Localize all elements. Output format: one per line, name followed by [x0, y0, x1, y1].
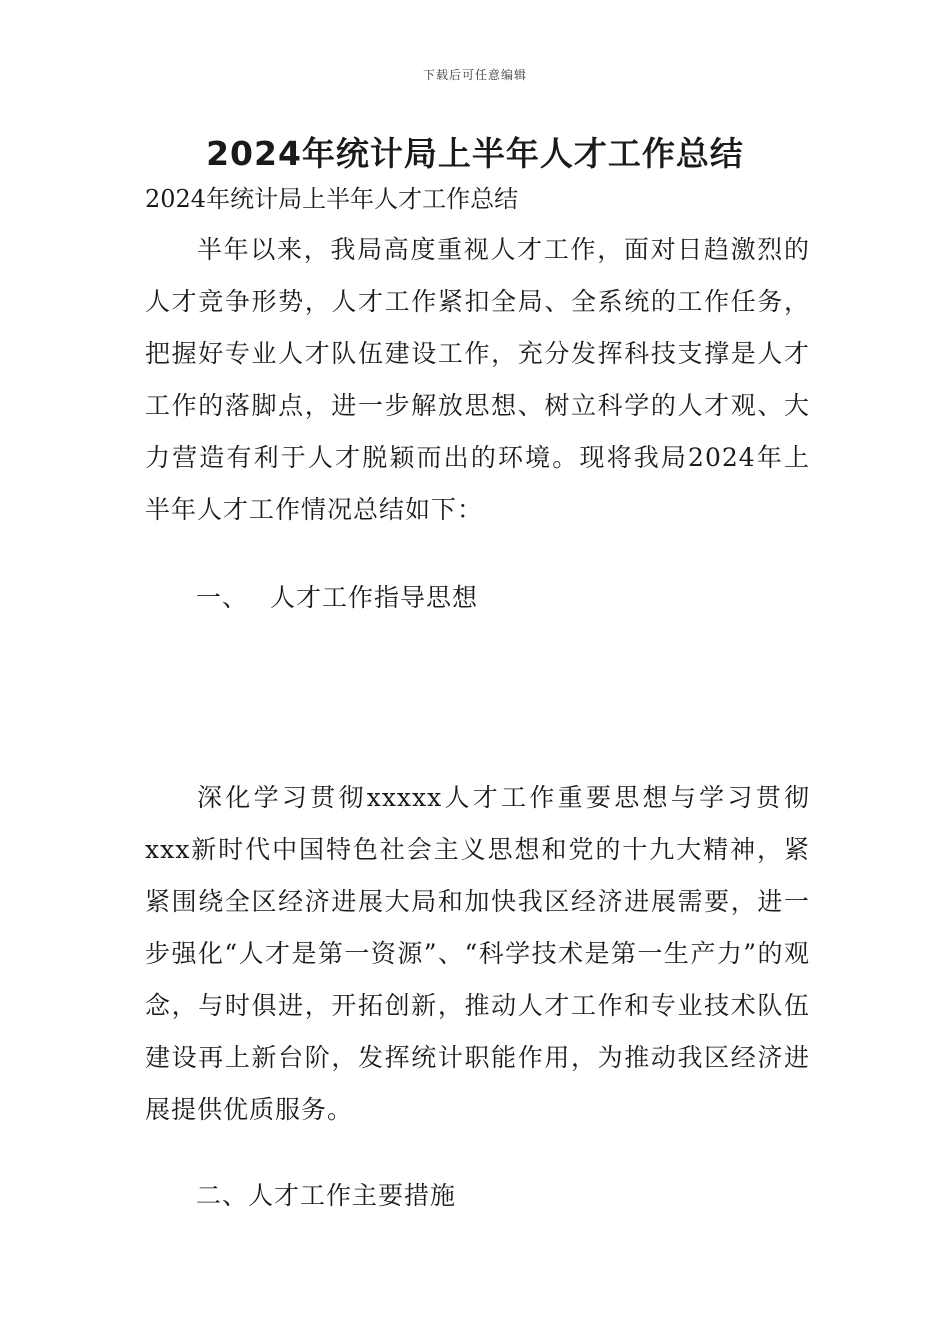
document-subtitle: 2024年统计局上半年人才工作总结: [145, 185, 519, 213]
section-number: 一、: [196, 583, 249, 612]
header-note: 下载后可任意编辑: [422, 68, 527, 82]
section-number: 二、: [196, 1181, 249, 1210]
section-title: 人才工作指导思想: [270, 583, 479, 612]
section-title: 人才工作主要措施: [248, 1181, 457, 1210]
section-heading-1: [196, 580, 478, 616]
document-title: 2024年统计局上半年人才工作总结: [206, 134, 744, 173]
paragraph-guiding-thought: 深化学习贯彻xxxxx人才工作重要思想与学习贯彻xxx新时代中国特色社会主义思想和党的十九大精神，紧紧围绕全区经济进展大局和加快我区经济进展需要，进一步强化“人才是第一资源”、“科学技术是第一生产力”的观念，与时俱进，开拓创新，推动人才工作和专业技术队伍建设再上新台阶，发挥统计职能作用，为推动我区经济进展提供优质服务。: [145, 783, 810, 1124]
section-heading-2: [196, 1178, 456, 1214]
paragraph-intro: 半年以来，我局高度重视人才工作，面对日趋激烈的人才竞争形势，人才工作紧扣全局、全系统的工作任务，把握好专业人才队伍建设工作，充分发挥科技支撑是人才工作的落脚点，进一步解放思想、树立科学的人才观、大力营造有利于人才脱颖而出的环境。现将我局2024年上半年人才工作情况总结如下：: [145, 235, 810, 524]
